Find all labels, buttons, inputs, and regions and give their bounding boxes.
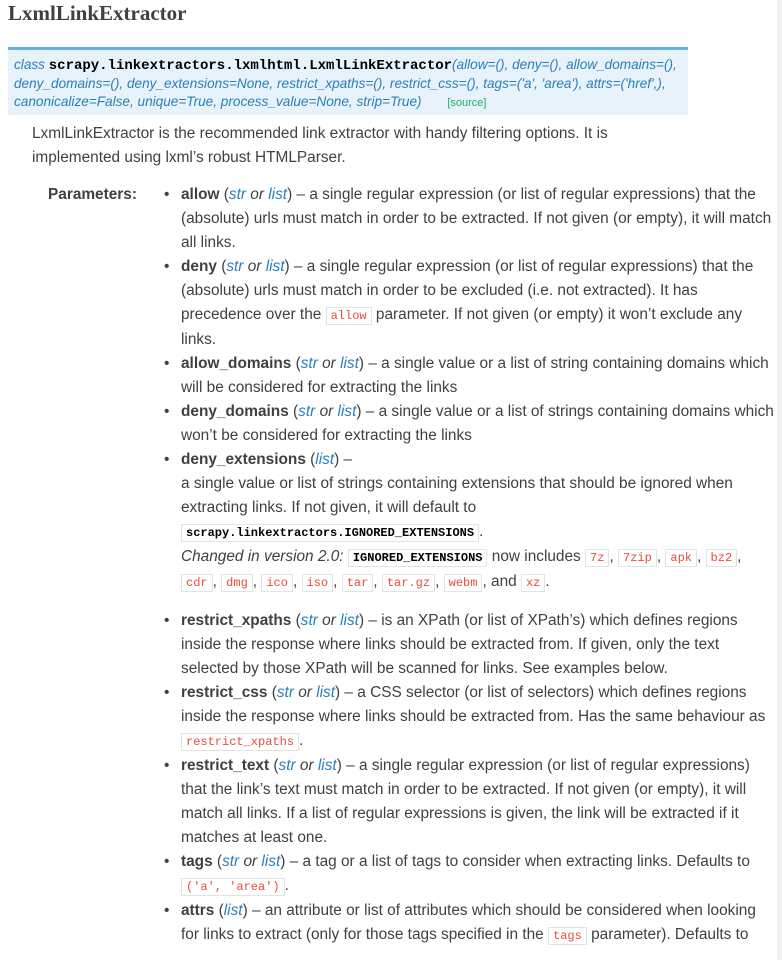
type-link[interactable]: str bbox=[276, 684, 294, 701]
type-or: or bbox=[319, 403, 334, 420]
param-tags: • tags (str or list) – a tag or a list of tags to consider when extracting links. Defaults to ('a', 'area') . bbox=[160, 850, 776, 899]
parameters-label: Parameters: bbox=[48, 186, 137, 203]
ext-code: iso bbox=[302, 574, 334, 592]
class-description: LxmlLinkExtractor is the recommended link extractor with handy filtering options. It is implemented using lxml’s robust HTMLParser. bbox=[32, 125, 608, 166]
ext-code: tar.gz bbox=[382, 574, 435, 592]
comma: , bbox=[435, 573, 440, 590]
param-name: restrict_xpaths bbox=[181, 612, 292, 629]
param-text: a single value or a list of strings containing domains which won’t be considered for extracting the links bbox=[181, 403, 774, 444]
param-name: deny_extensions bbox=[181, 451, 306, 468]
param-text: a single regular expression (or list of regular expressions) that the link’s text must match in order to be extracted. If not given (or empty), it will match all links. If a list of regular expressions is given, the link will be extracted if it matches at least one. bbox=[181, 757, 750, 846]
comma: , bbox=[333, 573, 338, 590]
ext-code: tar bbox=[342, 574, 374, 592]
type-link[interactable]: list bbox=[265, 258, 285, 275]
param-dash: – bbox=[368, 355, 377, 372]
param-deny: • deny (str or list) – a single regular expression (or list of regular expressions) that the (absolute) urls must match in order to be excluded (i.e. not extracted). It has precedence over the allow parameter. If not given (or empty) it won’t exclude any links. bbox=[160, 255, 776, 352]
signature-name: scrapy.linkextractors.lxmlhtml.LxmlLinkExtractor bbox=[48, 58, 453, 74]
comma: , bbox=[292, 573, 298, 590]
default-code: scrapy.linkextractors.IGNORED_EXTENSIONS bbox=[181, 524, 479, 542]
param-name: allow_domains bbox=[181, 355, 292, 372]
type-link[interactable]: list bbox=[261, 853, 281, 870]
type-link[interactable]: str bbox=[228, 186, 246, 203]
type-or: or bbox=[250, 186, 264, 203]
comma: , bbox=[252, 573, 258, 590]
ext-code: dmg bbox=[221, 574, 253, 592]
ext-code: apk bbox=[665, 549, 697, 567]
param-restrict-css: • restrict_css (str or list) – a CSS selector (or list of selectors) which defines regions inside the response where links should be extracted from. Has the same behaviour as restrict_xpaths . bbox=[160, 681, 776, 754]
ext-code: 7z bbox=[585, 549, 609, 567]
comma: , bbox=[696, 548, 702, 565]
param-name: restrict_css bbox=[181, 684, 268, 701]
type-link[interactable]: str bbox=[300, 355, 318, 372]
inline-code: ('a', 'area') bbox=[181, 878, 285, 896]
type-link[interactable]: str bbox=[300, 612, 318, 629]
param-name: tags bbox=[181, 853, 213, 870]
type-or: or bbox=[243, 853, 258, 870]
param-name: attrs bbox=[181, 902, 215, 919]
comma: , bbox=[373, 573, 378, 590]
changed-label: Changed in version 2.0: bbox=[181, 548, 344, 565]
type-link[interactable]: list bbox=[340, 612, 359, 629]
ext-code: bz2 bbox=[706, 549, 738, 567]
param-text: a tag or a list of tags to consider when extracting links. Defaults to bbox=[302, 853, 750, 870]
param-text: parameter). Defaults to bbox=[591, 926, 749, 943]
param-dash: – bbox=[344, 684, 353, 701]
param-name: deny bbox=[181, 258, 217, 275]
comma: , bbox=[212, 573, 217, 590]
param-attrs: • attrs (list) – an attribute or list of attributes which should be considered when looking for links to extract (only for those tags specified in the tags parameter). Defaults to bbox=[160, 899, 776, 948]
param-deny-domains: • deny_domains (str or list) – a single value or a list of strings containing domains which won’t be considered for extracting the links bbox=[160, 400, 776, 448]
period: . bbox=[479, 523, 484, 540]
param-text: parameter. If not given (or empty) it won’t exclude any links. bbox=[181, 306, 743, 348]
type-link[interactable]: str bbox=[222, 853, 240, 870]
type-or: or bbox=[298, 684, 312, 701]
param-name: restrict_text bbox=[181, 757, 270, 774]
period: . bbox=[284, 877, 289, 894]
param-dash: – bbox=[251, 902, 261, 919]
changed-code: IGNORED_EXTENSIONS bbox=[348, 549, 488, 567]
param-restrict-text: • restrict_text (str or list) – a single regular expression (or list of regular expressions) that the link’s text must match in order to be extracted. If not given (or empty), it will match all links. If a list of regular expressions is given, the link will be extracted if it matches at least one. bbox=[160, 754, 776, 850]
ext-code: xz bbox=[521, 574, 545, 592]
parameters-list bbox=[160, 183, 776, 948]
param-allow-domains: • allow_domains (str or list) – a single value or a list of string containing domains which will be considered for extracting the links bbox=[160, 352, 776, 400]
param-text: a CSS selector (or list of selectors) which defines regions inside the response where links should be extracted from. Has the same behaviour as bbox=[181, 684, 766, 725]
period: . bbox=[299, 732, 304, 749]
signature-keyword: class bbox=[14, 57, 45, 72]
type-or: or bbox=[322, 355, 336, 372]
type-link[interactable]: str bbox=[278, 757, 296, 774]
param-text: an attribute or list of attributes which should be considered when looking for links to extract (only for those tags specified in the bbox=[181, 902, 756, 943]
class-signature bbox=[8, 47, 688, 115]
type-or: or bbox=[299, 757, 314, 774]
param-dash: – bbox=[293, 258, 303, 275]
type-link[interactable]: list bbox=[337, 403, 357, 420]
signature-args: (allow=(), deny=(), allow_domains=(), deny_domains=(), deny_extensions=None, restrict_xpaths=(), restrict_css=(), tags=('a', 'area'), attrs=('href',), canonicalize=False, unique=True, process_value=None, strip=True) bbox=[14, 57, 677, 109]
type-link[interactable]: list bbox=[315, 451, 335, 468]
param-restrict-xpaths: • restrict_xpaths (str or list) – is an XPath (or list of XPath’s) which defines regions inside the response where links should be extracted from. If given, only the text selected by those XPath will be scanned for links. See examples below. bbox=[160, 609, 776, 681]
ext-code: cdr bbox=[181, 574, 213, 592]
ext-code: webm bbox=[444, 574, 483, 592]
type-link[interactable]: list bbox=[340, 355, 359, 372]
source-link[interactable]: [source] bbox=[447, 97, 487, 109]
param-name: deny_domains bbox=[181, 403, 289, 420]
comma: , bbox=[737, 548, 742, 565]
comma: , bbox=[609, 548, 614, 565]
comma: , bbox=[656, 548, 662, 565]
type-link[interactable]: str bbox=[298, 403, 316, 420]
type-or: or bbox=[247, 258, 262, 275]
param-text: a single regular expression (or list of regular expressions) that the (absolute) urls must match in order to be excluded (i.e. not extracted). It has precedence over the bbox=[181, 258, 754, 323]
inline-code: restrict_xpaths bbox=[181, 733, 299, 751]
param-dash: – bbox=[368, 612, 377, 629]
param-dash: – bbox=[296, 186, 306, 203]
type-or: or bbox=[322, 612, 336, 629]
param-dash: – bbox=[346, 757, 355, 774]
param-text: a single regular expression (or list of regular expressions) that the (absolute) urls must match in order to be extracted. If not given (or empty), it will match all links. bbox=[181, 186, 772, 251]
type-link[interactable]: str bbox=[226, 258, 244, 275]
period: . bbox=[545, 573, 550, 590]
param-dash: – bbox=[343, 451, 353, 468]
type-link[interactable]: list bbox=[268, 186, 288, 203]
inline-code: allow bbox=[326, 307, 372, 325]
scrollbar[interactable] bbox=[777, 0, 782, 960]
param-text: is an XPath (or list of XPath’s) which defines regions inside the response where links should be extracted from. If given, only the text selected by those XPath will be scanned for links. See examples below. bbox=[181, 612, 738, 677]
type-link[interactable]: list bbox=[317, 757, 337, 774]
param-deny-extensions: • deny_extensions (list) – a single value or list of strings containing extensions that should be ignored when extracting links. If not given, it will default to scrapy.linkextractors.IGNORED_EXTENSIONS . Changed in version 2.0: IGNORED_EXTENSIONS now includes 7z , 7zip , apk , bz2 , cdr , dmg , ico , iso , tar , tar.gz , webm , and xz . bbox=[160, 448, 776, 595]
and-word: , and bbox=[482, 573, 517, 590]
param-text: a single value or a list of string containing domains which will be considered for extracting the links bbox=[181, 355, 769, 396]
param-allow: • allow (str or list) – a single regular expression (or list of regular expressions) that the (absolute) urls must match in order to be extracted. If not given (or empty), it will match all links. bbox=[160, 183, 776, 255]
param-name: allow bbox=[181, 186, 220, 203]
ext-code: ico bbox=[261, 574, 293, 592]
param-dash: – bbox=[289, 853, 299, 870]
inline-code: tags bbox=[548, 927, 587, 945]
param-dash: – bbox=[365, 403, 375, 420]
type-link[interactable]: list bbox=[316, 684, 336, 701]
param-text: a single value or list of strings containing extensions that should be ignored when extracting links. If not given, it will default to bbox=[181, 475, 733, 516]
type-link[interactable]: list bbox=[223, 902, 243, 919]
section-title: LxmlLinkExtractor bbox=[8, 1, 187, 25]
changed-text: now includes bbox=[491, 548, 581, 565]
ext-code: 7zip bbox=[618, 549, 657, 567]
